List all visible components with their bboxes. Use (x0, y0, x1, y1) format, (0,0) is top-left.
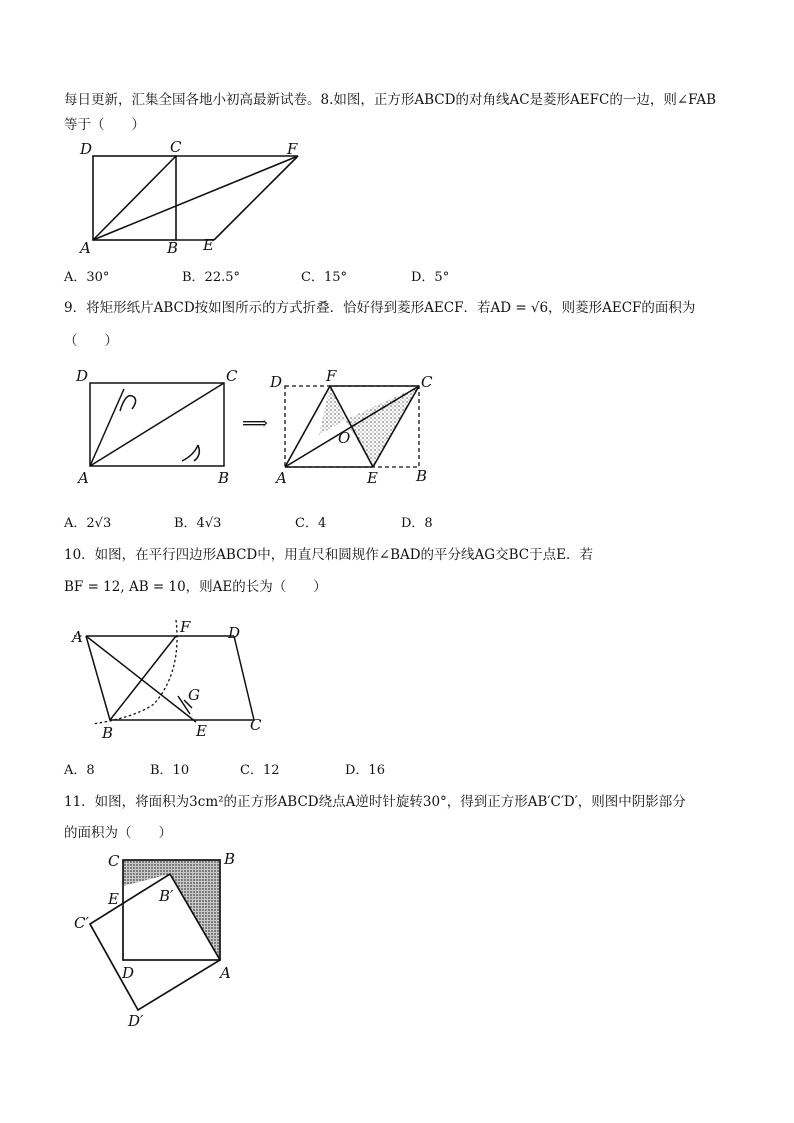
q10-label-E: E (196, 722, 207, 740)
q10-label-A: A (72, 628, 83, 646)
q9-option-c[interactable]: C．4 (295, 516, 327, 531)
q11-label-D-prime: D′ (128, 1012, 144, 1030)
q9-right-label-C: C (421, 373, 433, 391)
q9-option-a[interactable]: A．2√3 (64, 516, 112, 531)
q10-option-a[interactable]: A．8 (64, 763, 95, 778)
q9-option-b[interactable]: B．4√3 (174, 516, 222, 531)
q11-label-D: D (122, 964, 135, 982)
q10-label-C: C (250, 716, 262, 734)
q8-figure (70, 136, 320, 258)
q9-stem-line2: （ ） (64, 333, 118, 349)
q8-stem-line2: 等于（ ） (64, 117, 145, 133)
q11-label-C: C (108, 852, 120, 870)
q9-right-label-B: B (416, 467, 428, 485)
q11-label-B: B (224, 850, 236, 868)
q9-right-label-F: F (326, 367, 337, 385)
q8-stem-line1: 每日更新，汇集全国各地小初高最新试卷。8.如图，正方形ABCD的对角线AC是菱形AEFC的一边，则∠FAB (64, 92, 717, 108)
q10-label-D: D (228, 624, 241, 642)
q10-option-c[interactable]: C．12 (240, 763, 280, 778)
q8-option-c[interactable]: C．15° (301, 270, 347, 285)
q10-label-B: B (102, 724, 114, 742)
q8-label-A: A (80, 239, 91, 257)
q9-option-d[interactable]: D．8 (401, 516, 433, 531)
q8-label-B: B (167, 239, 179, 257)
q8-label-C: C (170, 138, 182, 156)
q8-label-D: D (80, 140, 93, 158)
q9-left-label-A: A (78, 469, 89, 487)
q8-option-a[interactable]: A．30° (64, 270, 110, 285)
q9-right-label-E: E (367, 469, 378, 487)
q9-left-label-C: C (226, 367, 238, 385)
q8-label-F: F (287, 140, 298, 158)
q8-option-b[interactable]: B．22.5° (182, 270, 240, 285)
q9-arrow: ⟹ (242, 413, 268, 434)
q9-right-label-A: A (276, 469, 287, 487)
q9-right-label-O: O (338, 429, 351, 447)
q10-option-d[interactable]: D．16 (345, 763, 385, 778)
q11-figure (70, 846, 260, 1030)
q9-left-label-B: B (218, 469, 230, 487)
q11-label-E: E (108, 890, 119, 908)
q8-option-d[interactable]: D．5° (411, 270, 450, 285)
q10-label-G: G (188, 686, 200, 704)
q9-stem-line1: 9．将矩形纸片ABCD按如图所示的方式折叠．恰好得到菱形AECF．若AD = √6，则菱形AECF的面积为 (64, 300, 696, 316)
q10-stem-line2: BF = 12, AB = 10，则AE的长为（ ） (64, 579, 327, 595)
q9-right-label-D: D (270, 373, 283, 391)
q10-stem-line1: 10．如图，在平行四边形ABCD中，用直尺和圆规作∠BAD的平分线AG交BC于点E．若 (64, 547, 593, 563)
q9-left-label-D: D (76, 367, 89, 385)
q10-label-F: F (180, 618, 191, 636)
q11-stem-line1: 11．如图，将面积为3cm²的正方形ABCD绕点A逆时针旋转30°，得到正方形AB′C′D′，则图中阴影部分 (64, 794, 686, 810)
q10-option-b[interactable]: B．10 (150, 763, 190, 778)
q11-label-C-prime: C′ (74, 914, 89, 932)
q11-stem-line2: 的面积为（ ） (64, 825, 172, 841)
q8-label-E: E (203, 236, 214, 254)
q9-figure (70, 365, 450, 489)
q11-label-A: A (220, 964, 231, 982)
q10-figure (66, 612, 276, 744)
q11-label-B-prime: B′ (159, 887, 174, 905)
